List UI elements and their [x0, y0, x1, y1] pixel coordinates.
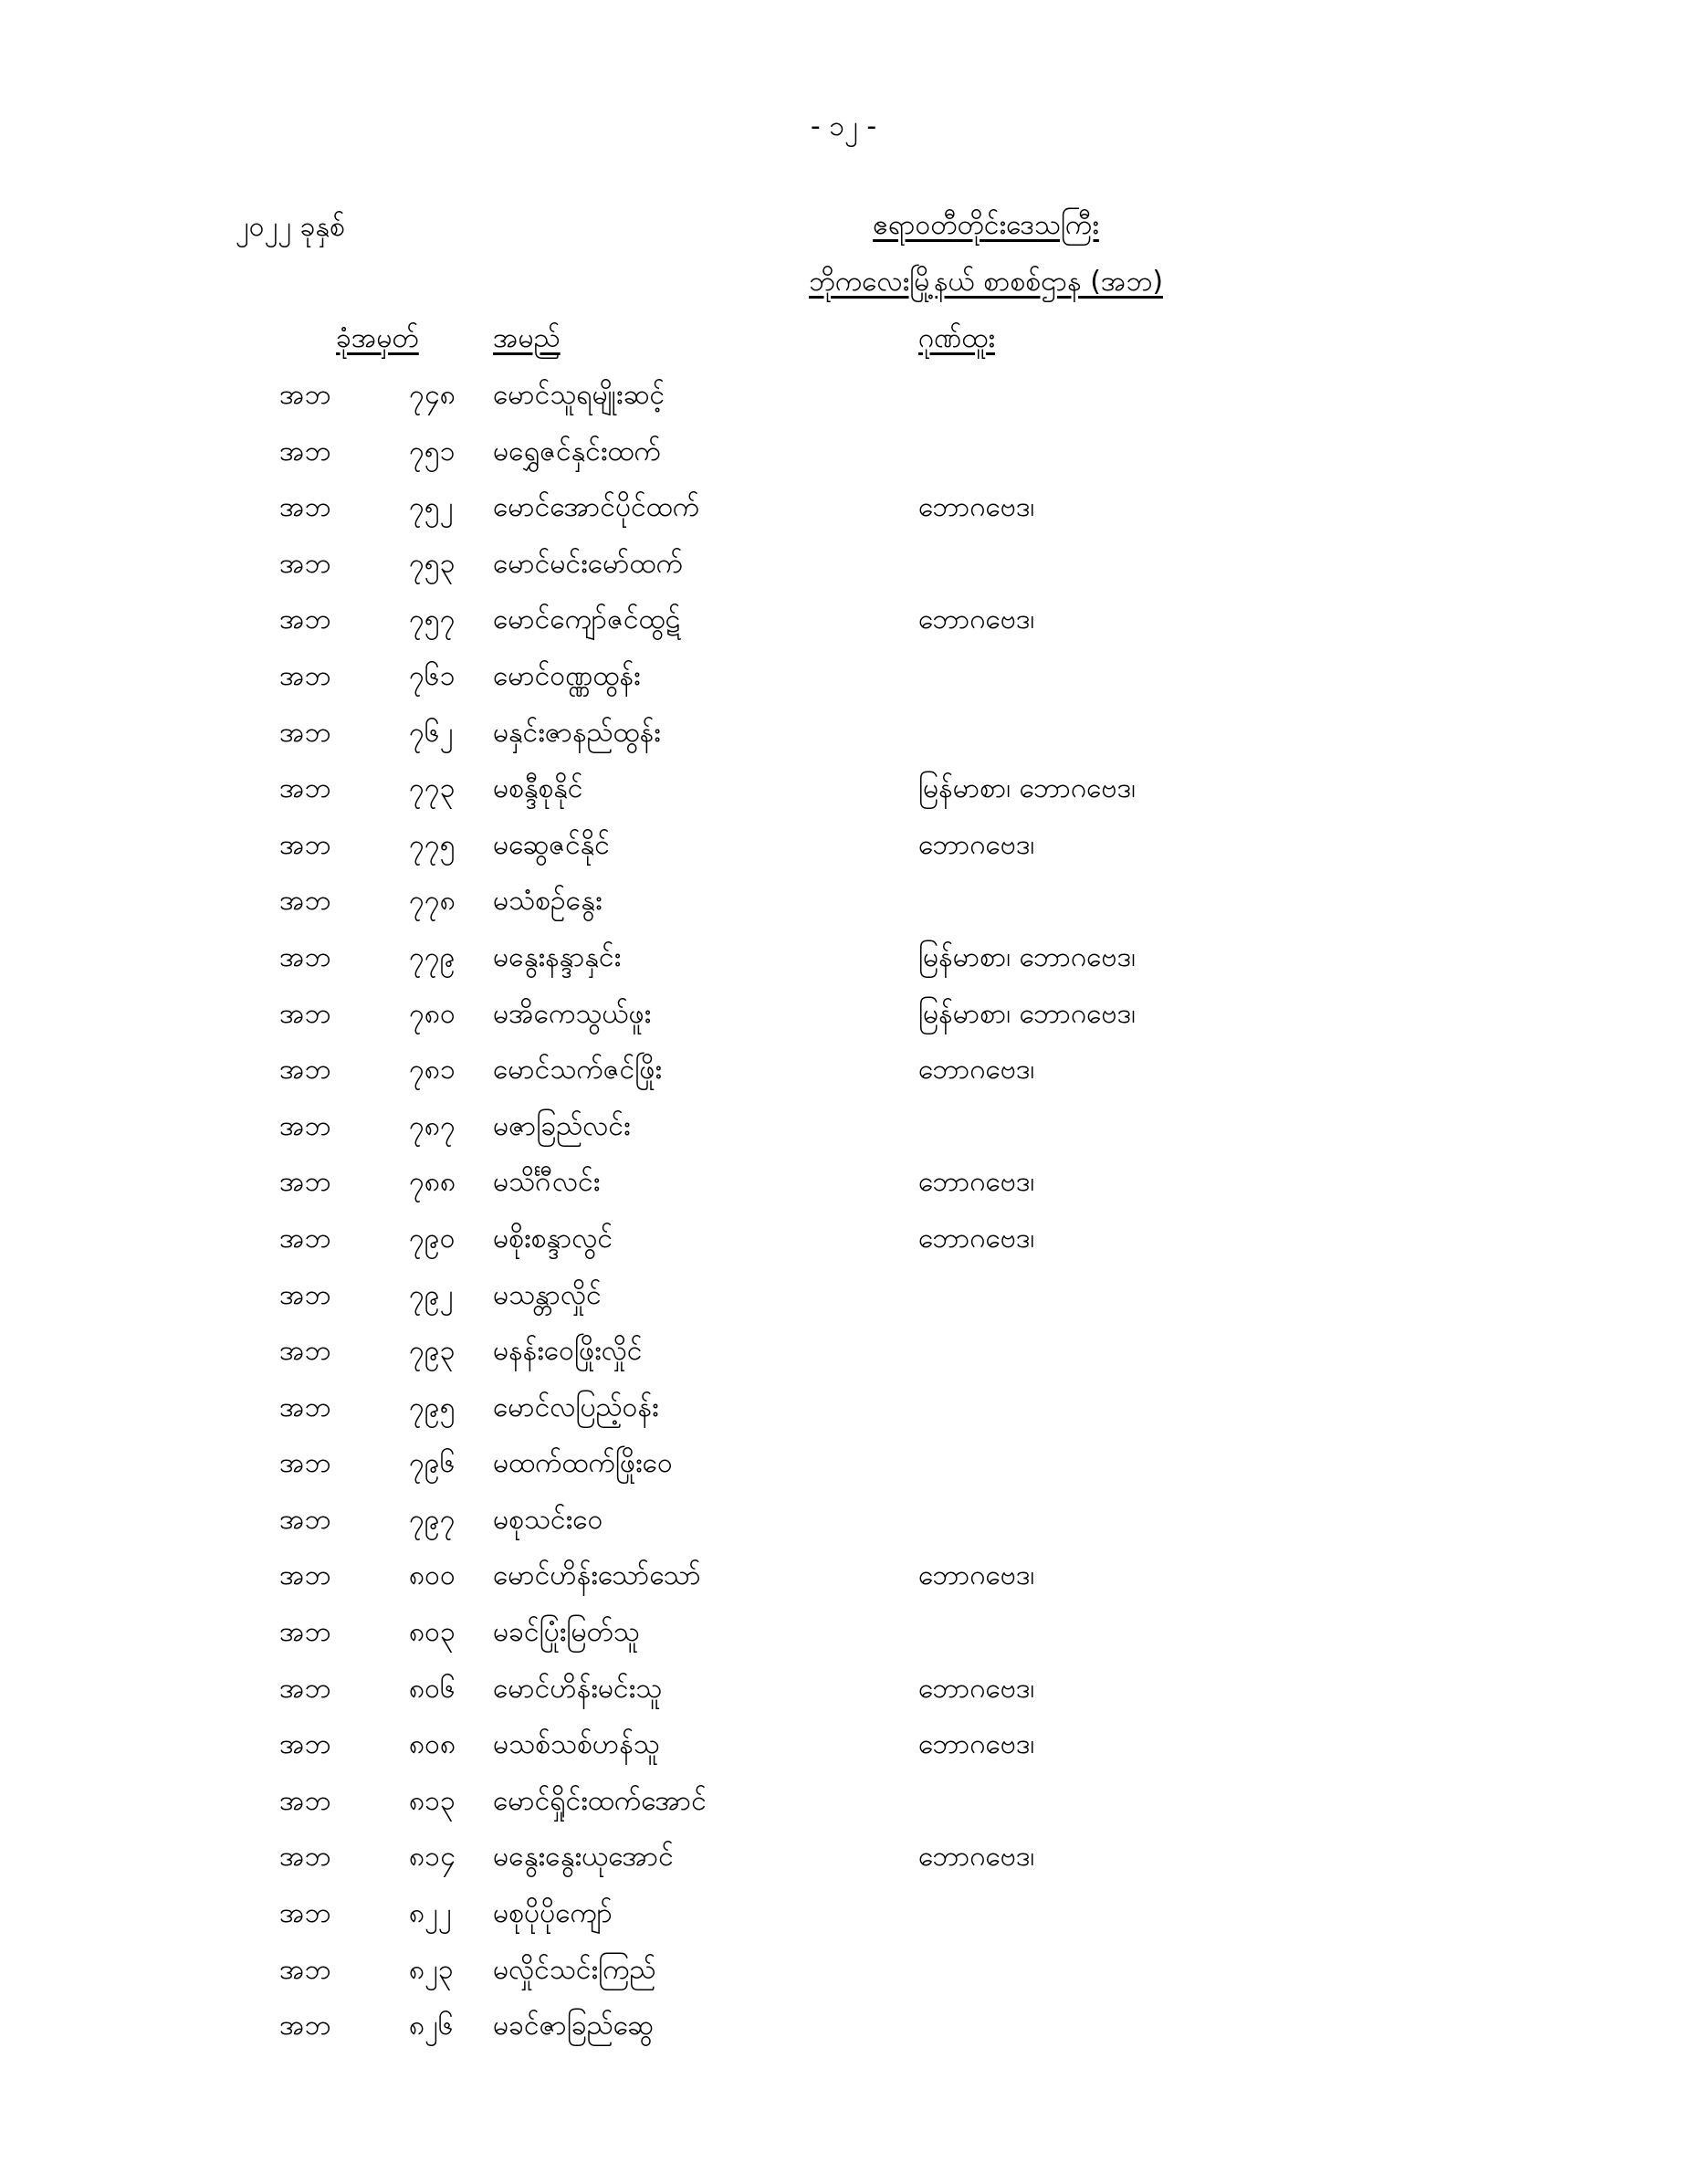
result-row [0, 1437, 1687, 1494]
roll-number: ၇၉၇ [409, 1503, 456, 1536]
result-row [0, 1887, 1687, 1944]
distinction: မြန်မာစာ၊ ဘောဂဗေဒ၊ [918, 940, 1136, 973]
roll-prefix: အဘ [279, 1391, 331, 1423]
student-name: မနှင်းဇာနည်ထွန်း [493, 716, 661, 749]
student-name: မအိကေသွယ်ဖူး [493, 997, 652, 1030]
roll-prefix: အဘ [279, 491, 331, 524]
roll-prefix: အဘ [279, 716, 331, 749]
roll-number: ၇၈၈ [409, 1166, 456, 1199]
roll-prefix: အဘ [279, 1784, 331, 1817]
roll-number: ၇၅၁ [409, 435, 456, 467]
student-name: မစိုးစန္ဒာလွင် [493, 1222, 613, 1255]
results-list [0, 369, 1687, 2056]
student-name: မလှိုင်သင်းကြည် [493, 1953, 656, 1986]
distinction: မြန်မာစာ၊ ဘောဂဗေဒ၊ [918, 772, 1136, 805]
roll-number: ၈၂၂ [409, 1897, 452, 1930]
roll-prefix: အဘ [279, 1953, 331, 1986]
roll-number: ၈၁၃ [409, 1784, 456, 1817]
student-name: မောင်သူရမျိုးဆင့် [493, 379, 665, 411]
result-row [0, 988, 1687, 1045]
result-row [0, 1944, 1687, 2000]
roll-number: ၇၇၉ [409, 940, 456, 973]
roll-prefix: အဘ [279, 1616, 331, 1649]
student-name: မဆွေဇင်နိုင် [493, 828, 610, 861]
student-name: မောင်ရှိုင်းထက်အောင် [493, 1784, 707, 1817]
result-row [0, 1044, 1687, 1100]
page-number: - ၁၂ - [810, 110, 877, 142]
result-row [0, 650, 1687, 707]
roll-prefix: အဘ [279, 828, 331, 861]
roll-number: ၇၅၂ [409, 491, 454, 524]
roll-prefix: အဘ [279, 659, 331, 692]
student-name: မောင်လပြည့်ဝန်း [493, 1391, 659, 1423]
roll-number: ၇၇၃ [409, 772, 456, 805]
roll-prefix: အဘ [279, 1841, 331, 1874]
result-row [0, 2000, 1687, 2056]
student-name: မောင်ကျော်ဇင်ထွဋ် [493, 604, 681, 636]
student-name: မစန္ဒီစုနိုင် [493, 772, 583, 805]
roll-prefix: အဘ [279, 1222, 331, 1255]
roll-prefix: အဘ [279, 1447, 331, 1480]
exam-year: ၂၀၂၂ ခုနှစ် [236, 211, 345, 243]
student-name: မောင်ဟိန်းသော်သော် [493, 1559, 701, 1592]
roll-prefix: အဘ [279, 379, 331, 411]
roll-number: ၇၆၁ [409, 659, 456, 692]
roll-number: ၈၀၈ [409, 1728, 456, 1761]
roll-prefix: အဘ [279, 547, 331, 580]
student-name: မောင်သက်ဇင်ဖြိုး [493, 1054, 663, 1087]
result-row [0, 1718, 1687, 1775]
exam-center-title: ဘိုကလေးမြို့နယ် စာစစ်ဌာန (အဘ) [808, 266, 1164, 298]
student-name: မသန္တာလှိုင် [493, 1278, 602, 1311]
student-name: မနန်းဝေဖြိုးလှိုင် [493, 1335, 643, 1368]
roll-number: ၇၇၅ [409, 828, 456, 861]
distinction: ဘောဂဗေဒ၊ [918, 604, 1035, 636]
result-row [0, 1325, 1687, 1381]
roll-prefix: အဘ [279, 1728, 331, 1761]
result-row [0, 762, 1687, 819]
roll-prefix: အဘ [279, 1897, 331, 1930]
distinction: ဘောဂဗေဒ၊ [918, 1672, 1035, 1705]
roll-prefix: အဘ [279, 1672, 331, 1705]
distinction: ဘောဂဗေဒ၊ [918, 1222, 1035, 1255]
roll-number: ၈၀၃ [409, 1616, 456, 1649]
distinction: ဘောဂဗေဒ၊ [918, 828, 1035, 861]
roll-prefix: အဘ [279, 1278, 331, 1311]
roll-number: ၇၅၃ [409, 547, 456, 580]
result-row [0, 1156, 1687, 1213]
result-row [0, 1269, 1687, 1326]
result-row [0, 931, 1687, 988]
distinction: ဘောဂဗေဒ၊ [918, 1841, 1035, 1874]
student-name: မောင်အောင်ပိုင်ထက် [493, 491, 700, 524]
result-row [0, 481, 1687, 538]
student-name: မောင်မင်းမော်ထက် [493, 547, 683, 580]
roll-number: ၇၄၈ [409, 379, 456, 411]
roll-prefix: အဘ [279, 1335, 331, 1368]
student-name: မစုပိုပိုကျော် [493, 1897, 613, 1930]
column-header-roll: ခုံအမှတ် [336, 322, 419, 354]
student-name: မနွေးနွေးယုအောင် [493, 1841, 674, 1874]
result-row [0, 1100, 1687, 1157]
roll-number: ၇၈၀ [409, 997, 456, 1030]
roll-prefix: အဘ [279, 435, 331, 467]
student-name: မခင်ပြုံးမြတ်သူ [493, 1616, 640, 1649]
result-row [0, 1663, 1687, 1719]
roll-prefix: အဘ [279, 1109, 331, 1142]
roll-number: ၈၁၄ [409, 1841, 456, 1874]
student-name: မောင်ဝဏ္ဏထွန်း [493, 659, 641, 692]
roll-number: ၇၉၅ [409, 1391, 456, 1423]
roll-prefix: အဘ [279, 1559, 331, 1592]
distinction: မြန်မာစာ၊ ဘောဂဗေဒ၊ [918, 997, 1136, 1030]
roll-number: ၈၀၆ [409, 1672, 456, 1705]
roll-number: ၇၉၃ [409, 1335, 456, 1368]
distinction: ဘောဂဗေဒ၊ [918, 1559, 1035, 1592]
result-row [0, 875, 1687, 931]
distinction: ဘောဂဗေဒ၊ [918, 1728, 1035, 1761]
student-name: မစုသင်းဝေ [493, 1503, 603, 1536]
result-row [0, 1775, 1687, 1832]
result-row [0, 819, 1687, 876]
roll-number: ၇၇၈ [409, 885, 456, 918]
student-name: မသိင်္ဂီလင်း [493, 1166, 601, 1199]
column-header-distinction: ဂုဏ်ထူး [918, 322, 995, 354]
roll-prefix: အဘ [279, 2010, 331, 2042]
student-name: မောင်ဟိန်းမင်းသူ [493, 1672, 663, 1705]
roll-prefix: အဘ [279, 1503, 331, 1536]
roll-number: ၈၀၀ [409, 1559, 456, 1592]
roll-number: ၇၉၂ [409, 1278, 454, 1311]
result-row [0, 1213, 1687, 1269]
roll-number: ၇၈၇ [409, 1109, 456, 1142]
region-title: ဧရာဝတီတိုင်းဒေသကြီး [873, 209, 1099, 241]
roll-prefix: အဘ [279, 772, 331, 805]
student-name: မသစ်သစ်ဟန်သူ [493, 1728, 660, 1761]
result-row [0, 1831, 1687, 1887]
roll-number: ၈၂၆ [409, 2010, 454, 2042]
roll-prefix: အဘ [279, 885, 331, 918]
student-name: မသံစဉ်နွေး [493, 885, 602, 918]
result-row [0, 593, 1687, 650]
distinction: ဘောဂဗေဒ၊ [918, 1166, 1035, 1199]
roll-number: ၇၉၆ [409, 1447, 456, 1480]
student-name: မဇာခြည်လင်း [493, 1109, 631, 1142]
roll-prefix: အဘ [279, 997, 331, 1030]
roll-number: ၇၆၂ [409, 716, 454, 749]
student-name: မနွေးနန္ဒာနှင်း [493, 940, 622, 973]
result-row [0, 707, 1687, 763]
roll-number: ၈၂၃ [409, 1953, 454, 1986]
distinction: ဘောဂဗေဒ၊ [918, 1054, 1035, 1087]
result-row [0, 1606, 1687, 1663]
roll-prefix: အဘ [279, 1166, 331, 1199]
student-name: မရွှေဇင်နှင်းထက် [493, 435, 661, 467]
distinction: ဘောဂဗေဒ၊ [918, 491, 1035, 524]
roll-number: ၇၉၀ [409, 1222, 456, 1255]
result-row [0, 538, 1687, 594]
result-row [0, 425, 1687, 482]
roll-prefix: အဘ [279, 1054, 331, 1087]
result-row [0, 1494, 1687, 1550]
roll-prefix: အဘ [279, 604, 331, 636]
roll-number: ၇၈၁ [409, 1054, 456, 1087]
column-header-name: အမည် [493, 322, 561, 354]
student-name: မခင်ဇာခြည်ဆွေ [493, 2010, 654, 2042]
result-row [0, 1549, 1687, 1606]
roll-number: ၇၅၇ [409, 604, 456, 636]
student-name: မထက်ထက်ဖြိုးဝေ [493, 1447, 673, 1480]
roll-prefix: အဘ [279, 940, 331, 973]
result-row [0, 369, 1687, 425]
result-row [0, 1381, 1687, 1438]
